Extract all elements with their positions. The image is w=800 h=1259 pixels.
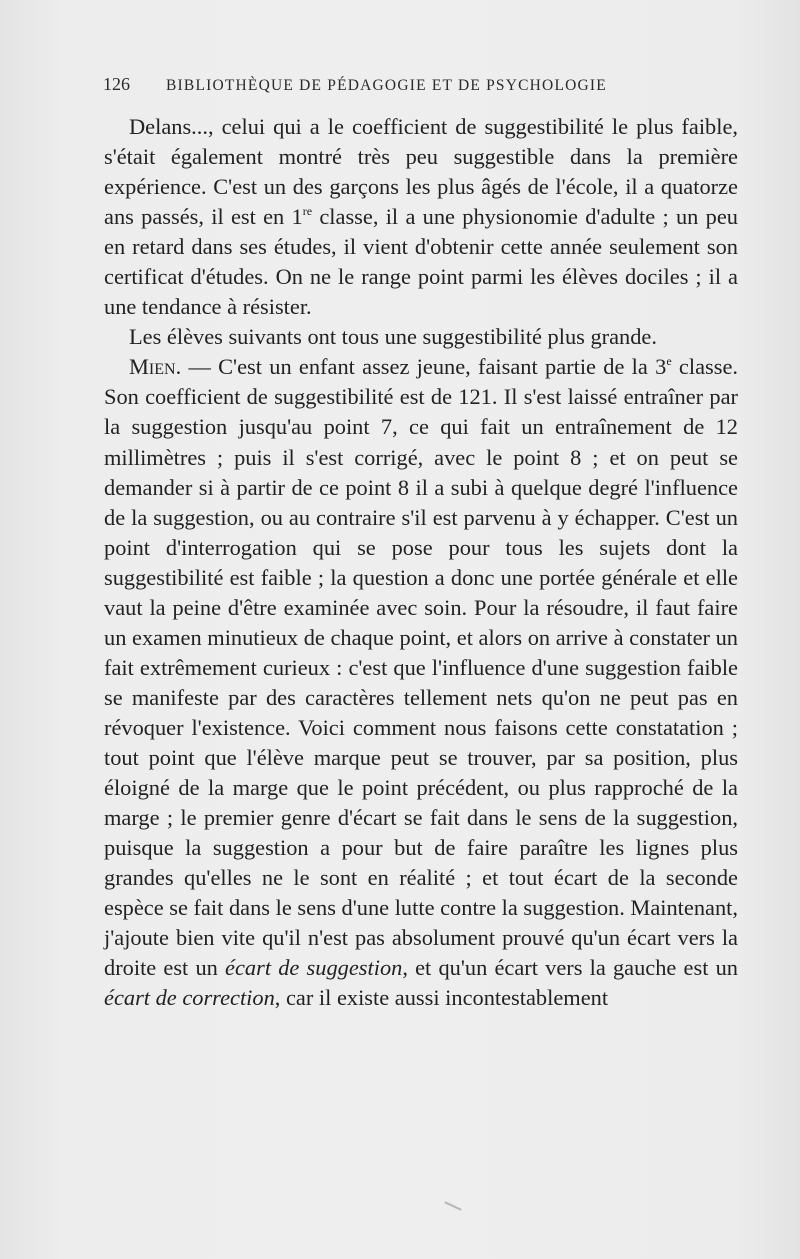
paragraph-text: Les élèves suivants ont tous une suggestibilité plus grande. xyxy=(129,324,657,350)
paragraph-delans xyxy=(104,112,738,322)
paragraph-text: Delans..., celui qui a le coefficient de suggestibilité le plus faible, s'était également montré très peu suggestible dans la première expérience. C'est un des garçons les plus âgés de l'école, il a quatorze ans passés, il est en 1 xyxy=(104,114,738,230)
superscript: e xyxy=(666,354,672,369)
body-text xyxy=(104,112,738,1013)
page-number: 126 xyxy=(103,74,130,94)
italic-term: écart de correction xyxy=(104,985,275,1011)
paragraph-text: classe. Son coefficient de suggestibilité est de 121. Il s'est laissé entraîner par la suggestion jusqu'au point 7, ce qui fait un entraînement de 12 millimètres ; puis il s'est corrigé, avec le point 8 ; et on peut se demander si à partir de ce point 8 il a subi à quelque degré l'influence de la suggestion, ou au contraire s'il est parvenu à y échapper. C'est un point d'interrogation qui se pose pour tous les sujets dont la suggestibilité est faible ; la question a donc une portée générale et elle vaut la peine d'être examinée avec soin. Pour la résoudre, il faut faire un examen minutieux de chaque point, et alors on arrive à constater un fait extrêmement curieux : c'est que l'influence d'une suggestion faible se manifeste par des caractères tellement nets qu'on ne peut pas en révoquer l'existence. Voici comment nous faisons cette constatation ; tout point que l'élève marque peut se trouver, par sa position, plus éloigné de la marge que le point précédent, ou plus rapproché de la marge ; le premier genre d'écart se fait dans le sens de la suggestion, puisque la suggestion a pour but de faire paraître les lignes plus grandes qu'elles ne le sont en réalité ; et tout écart de la seconde espèce se fait dans le sens d'une lutte contre la suggestion. Maintenant, j'ajoute bien vite qu'il n'est pas absolument prouvé qu'un écart vers la droite est un xyxy=(104,354,738,981)
italic-term: écart de suggestion xyxy=(225,955,403,981)
paragraph-mien xyxy=(104,352,738,1013)
running-title: BIBLIOTHÈQUE DE PÉDAGOGIE ET DE PSYCHOLOGIE xyxy=(166,77,607,94)
page-mark xyxy=(444,1201,461,1210)
subject-name: Mien. xyxy=(129,354,182,380)
paragraph-text: , et qu'un écart vers la gauche est un xyxy=(402,955,738,981)
paragraph-text: classe, il a une physionomie d'adulte ; un peu en retard dans ses études, il vient d'obtenir cette année seulement son certificat d'études. On ne le range point parmi les élèves dociles ; il a une tendance à résister. xyxy=(104,204,738,320)
superscript: re xyxy=(302,204,313,219)
running-header xyxy=(103,74,663,95)
paragraph-text: — C'est un enfant assez jeune, faisant partie de la 3 xyxy=(181,354,667,380)
paragraph-text: , car il existe aussi incontestablement xyxy=(274,985,609,1011)
paragraph-transition xyxy=(104,322,738,352)
